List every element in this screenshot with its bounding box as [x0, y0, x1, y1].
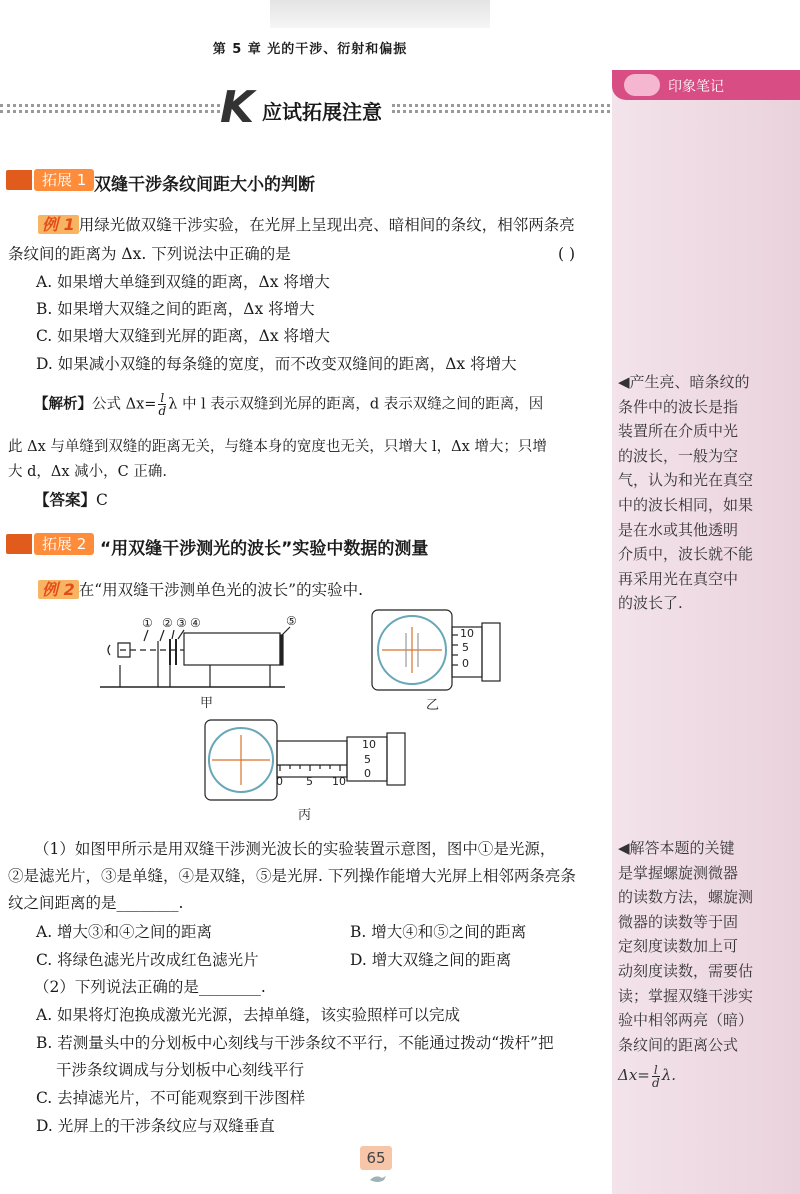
q1-line-3: 纹之间距离的是________.: [8, 894, 184, 912]
banner-rule-right-2: [392, 110, 610, 113]
q2-option-b: B. 若测量头中的分划板中心刻线与干涉条纹不平行，不能通过拨动“拨杆”把: [36, 1034, 554, 1052]
analysis-line-1: [34, 392, 543, 417]
label-circled-1: ①: [142, 616, 153, 630]
q2-option-b-cont: 干涉条纹调成与分划板中心刻线平行: [56, 1061, 305, 1079]
figure-bing: [205, 720, 405, 800]
example-1-line-1: [38, 215, 575, 235]
figure-label-jia: 甲: [200, 696, 214, 711]
q1-option-d: D. 增大双缝之间的距离: [350, 951, 512, 969]
drum-tick-yi-0: 0: [462, 657, 469, 670]
note-line: 定刻度读数加上可: [618, 937, 739, 956]
example-2-tag: 例 2: [38, 580, 79, 599]
sidebar-note-2: [618, 836, 790, 1089]
drum-tick-yi-5: 5: [462, 641, 469, 654]
q2-option-d: D. 光屏上的干涉条纹应与双缝垂直: [36, 1117, 275, 1135]
figure-yi: [372, 610, 500, 690]
scale-tick-bing-10: 10: [332, 775, 346, 788]
q1-line-1: （1）如图甲所示是用双缝干涉测光波长的实验装置示意图，图中①是光源，: [34, 840, 556, 858]
section-2-marker: [6, 534, 32, 554]
note-line: 读；掌握双缝干涉实: [618, 986, 754, 1005]
scale-tick-bing-0: 0: [276, 775, 283, 788]
banner-letter: K: [220, 82, 255, 133]
note-line: 是掌握螺旋测微器: [618, 863, 739, 882]
analysis-pre: 公式 Δx=: [92, 396, 157, 413]
sidebar-title: 印象笔记: [668, 79, 724, 95]
sidebar-header: [612, 70, 800, 100]
q2-line: （2）下列说法正确的是________.: [34, 978, 266, 996]
q1-option-a: A. 增大③和④之间的距离: [36, 923, 213, 941]
drum-tick-bing-5: 5: [364, 753, 371, 766]
note-formula: [618, 1063, 790, 1089]
note-line: 是在水或其他透明: [618, 520, 739, 539]
drum-tick-bing-10: 10: [362, 738, 376, 751]
label-circled-3: ③: [176, 616, 187, 630]
banner-title: 应试拓展注意: [262, 100, 382, 124]
sidebar-note-1: [618, 370, 790, 616]
note-line: 介质中，波长就不能: [618, 545, 754, 564]
banner-rule-right: [392, 104, 610, 107]
note-line: 的波长了.: [618, 594, 683, 613]
drum-tick-yi-10: 10: [460, 627, 474, 640]
section-2-title: “用双缝干涉测光的波长”实验中数据的测量: [100, 539, 429, 559]
header-band: [270, 0, 490, 28]
analysis-line-2: 此 Δx 与单缝到双缝的距离无关，与缝本身的宽度也无关，只增大 l，Δx 增大；只增: [8, 439, 547, 455]
note-line: 气，认为和光在真空: [618, 471, 754, 490]
answer-label: 【答案】: [34, 491, 97, 509]
example-2-line: [38, 580, 363, 600]
figure-label-yi: 乙: [426, 698, 440, 713]
note-line: 的波长，一般为空: [618, 446, 739, 465]
formula-lhs: Δx=: [618, 1066, 650, 1085]
note-line: 条件中的波长是指: [618, 397, 739, 416]
answer-line: [34, 490, 108, 510]
analysis-post: λ 中 l 表示双缝到光屏的距离，d 表示双缝之间的距离，因: [168, 396, 544, 413]
q2-option-a: A. 如果将灯泡换成激光光源，去掉单缝，该实验照样可以完成: [36, 1006, 461, 1024]
elephant-icon: [624, 74, 660, 96]
note-line: 装置所在介质中光: [618, 422, 739, 441]
banner-rule-left-2: [0, 110, 220, 113]
note-line: 条纹间的距离公式: [618, 1035, 739, 1054]
formula-denominator: d: [651, 1075, 660, 1090]
answer-bracket: ( ): [558, 245, 576, 263]
figure-label-bing: 丙: [298, 808, 312, 823]
note-line: 中的波长相同，如果: [618, 495, 754, 514]
analysis-numerator: l: [160, 391, 165, 405]
banner-rule-left: [0, 104, 220, 107]
figure-apparatus: [100, 605, 610, 830]
bird-icon: [368, 1172, 388, 1184]
q1-option-b: B. 增大④和⑤之间的距离: [350, 923, 527, 941]
scale-tick-bing-5: 5: [306, 775, 313, 788]
section-1-tag: 拓展 1: [34, 169, 94, 191]
section-2-tag: 拓展 2: [34, 533, 94, 555]
option-c: C. 如果增大双缝到光屏的距离，Δx 将增大: [36, 327, 331, 345]
answer-value: C: [96, 491, 108, 509]
analysis-label: 【解析】: [34, 396, 92, 413]
page-number: 65: [360, 1146, 392, 1170]
section-1-marker: [6, 170, 32, 190]
example-2-stem: 在“用双缝干涉测单色光的波长”的实验中.: [78, 581, 363, 599]
option-b: B. 如果增大双缝之间的距离，Δx 将增大: [36, 300, 315, 318]
q1-line-2: ②是滤光片，③是单缝，④是双缝，⑤是光屏. 下列操作能增大光屏上相邻两条亮条: [8, 867, 576, 885]
example-1-stem-1: 用绿光做双缝干涉实验，在光屏上呈现出亮、暗相间的条纹，相邻两条亮: [78, 216, 575, 234]
label-circled-4: ④: [190, 616, 201, 630]
note-line: 再采用光在真空中: [618, 569, 739, 588]
formula-rhs: λ.: [661, 1066, 676, 1085]
formula-numerator: l: [653, 1062, 658, 1077]
note-line: 验中相邻两亮（暗）: [618, 1011, 754, 1030]
analysis-denominator: d: [158, 404, 167, 418]
note-line: ◀解答本题的关键: [618, 839, 735, 857]
label-circled-2: ②: [162, 616, 173, 630]
formula-fraction: [652, 1064, 660, 1089]
chapter-title: 第 5 章 光的干涉、衍射和偏振: [212, 42, 408, 57]
option-a: A. 如果增大单缝到双缝的距离，Δx 将增大: [36, 273, 330, 291]
drum-tick-bing-0: 0: [364, 767, 371, 780]
figure-jia: [100, 627, 290, 687]
example-1-stem-2: 条纹间的距离为 Δx. 下列说法中正确的是: [8, 245, 291, 263]
label-circled-5: ⑤: [286, 614, 297, 628]
analysis-line-3: 大 d，Δx 减小，C 正确.: [8, 464, 167, 480]
example-1-tag: 例 1: [38, 215, 79, 234]
q2-option-c: C. 去掉滤光片，不可能观察到干涉图样: [36, 1089, 306, 1107]
note-line: 微器的读数等于固: [618, 912, 739, 931]
q1-option-c: C. 将绿色滤光片改成红色滤光片: [36, 951, 259, 969]
note-line: 动刻度读数，需要估: [618, 961, 754, 980]
option-d: D. 如果减小双缝的每条缝的宽度，而不改变双缝间的距离，Δx 将增大: [36, 355, 517, 373]
analysis-fraction: [158, 392, 166, 417]
note-line: 的读数方法，螺旋测: [618, 888, 754, 907]
section-1-title: 双缝干涉条纹间距大小的判断: [94, 175, 315, 195]
note-line: ◀产生亮、暗条纹的: [618, 373, 750, 391]
